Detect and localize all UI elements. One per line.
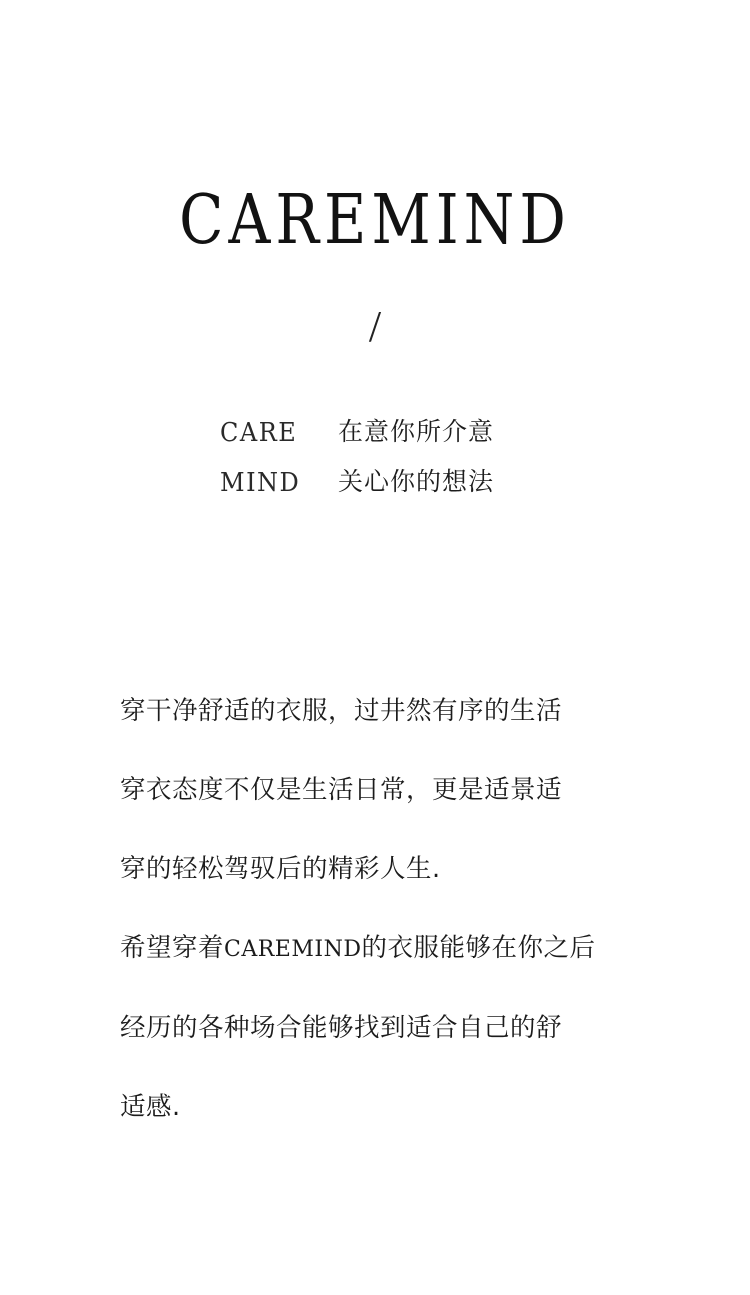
brand-divider: / <box>368 302 382 351</box>
brand-block <box>0 179 750 351</box>
body-copy <box>120 672 640 1147</box>
tagline-cn-mind: 关心你的想法 <box>338 467 495 496</box>
body-line: 经历的各种场合能够找到适合自己的舒 <box>120 1013 563 1043</box>
body-line-with-brand <box>120 909 640 989</box>
brand-title: CAREMIND <box>179 179 571 260</box>
body-line: 适感. <box>120 1092 181 1122</box>
body-line-prefix: 希望穿着 <box>120 933 225 963</box>
body-line: 穿干净舒适的衣服，过井然有序的生活 <box>120 696 563 726</box>
body-line: 穿衣态度不仅是生活日常，更是适景适 <box>120 775 563 805</box>
inline-brand-name: CAREMIND <box>224 937 362 962</box>
tagline-en-mind: MIND <box>220 466 301 498</box>
body-line: 穿的轻松驾驭后的精彩人生. <box>120 854 441 884</box>
tagline-cn-care: 在意你所介意 <box>338 417 495 446</box>
body-line-suffix: 的衣服能够在你之后 <box>361 933 596 963</box>
tagline-row <box>220 412 530 448</box>
tagline-en-care: CARE <box>220 416 298 448</box>
tagline-block <box>0 412 750 512</box>
tagline-row <box>220 462 530 498</box>
